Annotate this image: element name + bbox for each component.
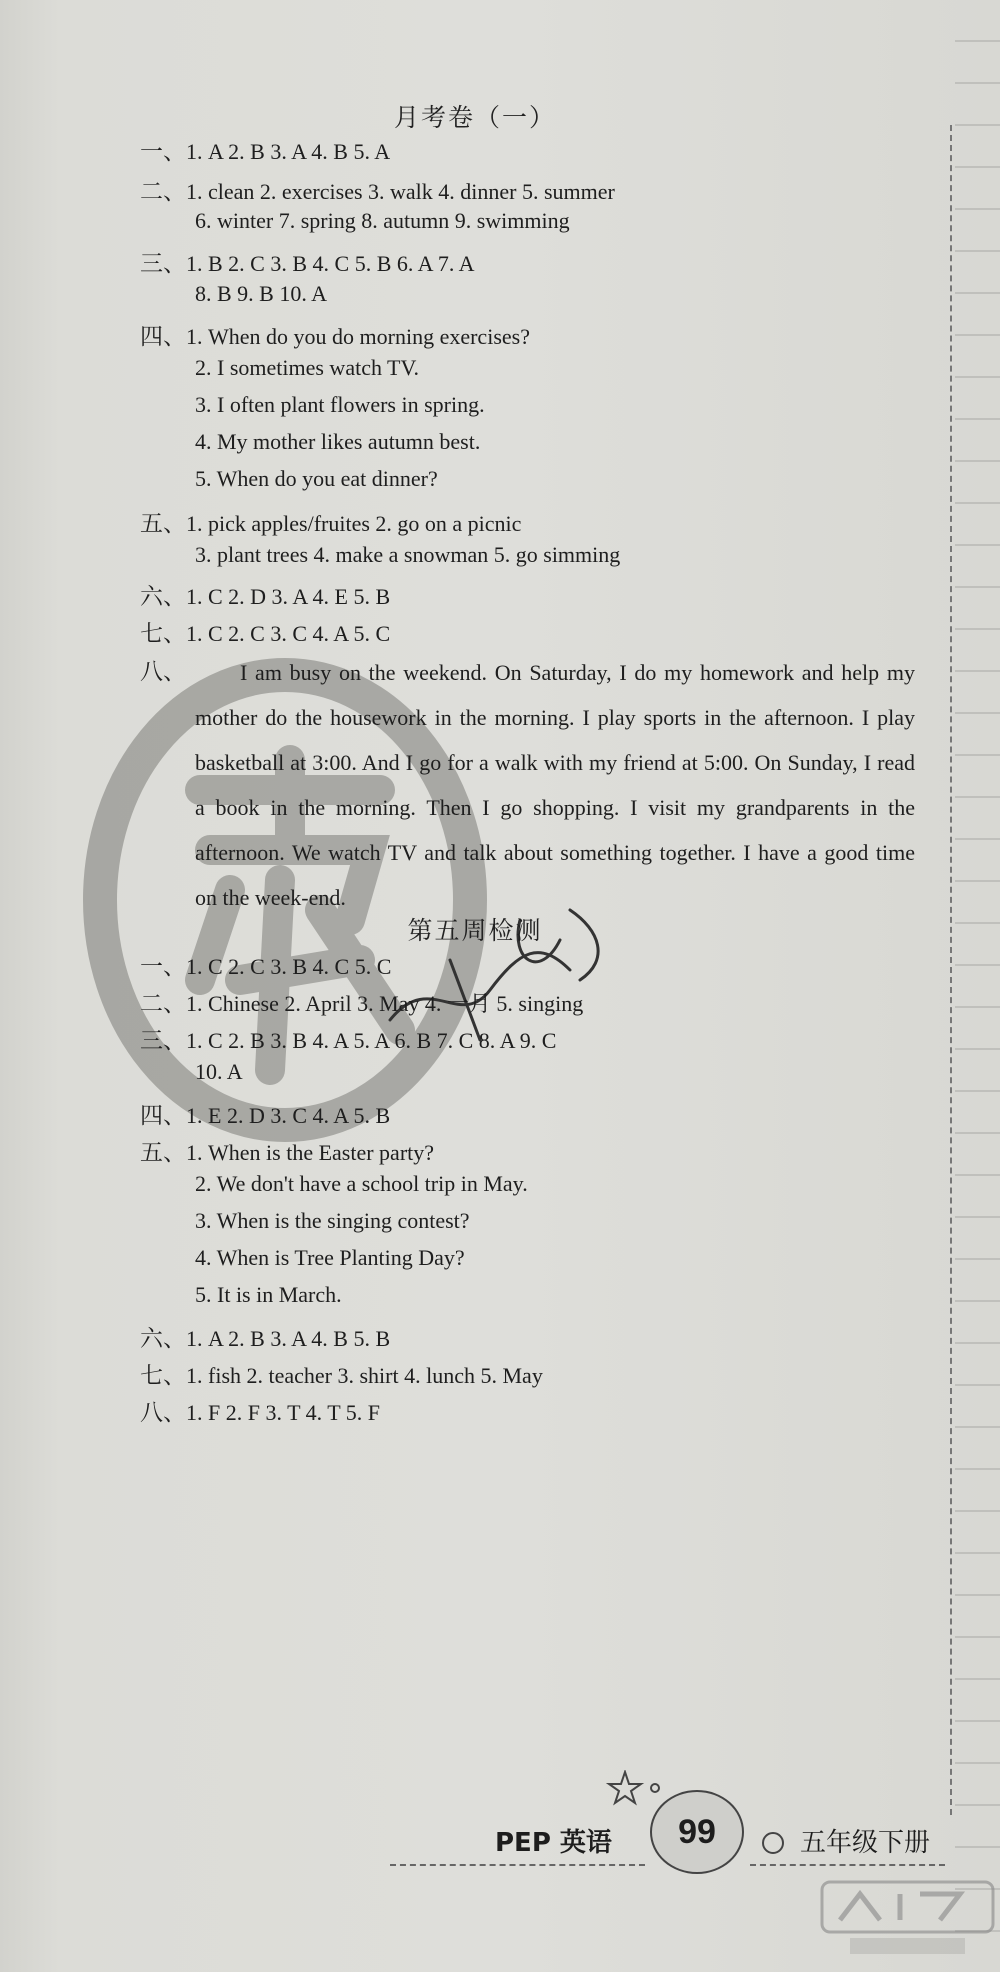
answer-line: [140, 1394, 380, 1427]
answer-line: 5. When do you eat dinner?: [195, 466, 438, 491]
footer-grade: 五年级下册: [800, 1828, 931, 1858]
question-label: 二、: [140, 179, 186, 205]
answer-line: [140, 245, 475, 278]
section-title-week-five: 第五周检测: [407, 916, 543, 945]
footer-subject: PEP 英语: [495, 1828, 612, 1858]
question-label: 八、: [140, 659, 186, 685]
page-number-badge: 99: [650, 1790, 744, 1874]
question-label: 八、: [140, 1400, 186, 1426]
answer-text: 1. A 2. B 3. A 4. B 5. B: [186, 1326, 391, 1351]
essay-paragraph: [140, 650, 915, 920]
answer-line: [140, 505, 521, 538]
answer-text: 1. E 2. D 3. C 4. A 5. B: [186, 1103, 391, 1128]
question-label: 六、: [140, 584, 186, 610]
page-footer: [0, 1770, 1000, 1870]
answer-text: 1. C 2. C 3. C 4. A 5. C: [186, 621, 391, 646]
small-circle-icon: [762, 1832, 784, 1854]
answer-line: [140, 318, 530, 351]
footer-dash-left: [390, 1864, 645, 1866]
answer-line: 8. B 9. B 10. A: [195, 281, 328, 306]
question-label: 三、: [140, 251, 186, 277]
question-label: 一、: [140, 954, 186, 980]
answer-line: [140, 615, 390, 648]
answer-line: [140, 1357, 543, 1390]
answer-text: 1. A 2. B 3. A 4. B 5. A: [186, 139, 391, 164]
answer-line: [140, 1097, 390, 1130]
margin-dashed-rule: [950, 125, 952, 1815]
answer-line: [140, 1320, 390, 1353]
section-title-monthly-test: 月考卷（一）: [393, 103, 556, 132]
answer-line: 2. I sometimes watch TV.: [195, 355, 420, 380]
answer-text: 1. C 2. B 3. B 4. A 5. A 6. B 7. C 8. A 9. C: [186, 1028, 557, 1053]
question-label: 一、: [140, 139, 186, 165]
question-label: 二、: [140, 991, 186, 1017]
answer-line: 3. plant trees 4. make a snowman 5. go simming: [195, 542, 621, 567]
answer-text: 1. fish 2. teacher 3. shirt 4. lunch 5. May: [186, 1363, 543, 1388]
answer-line: [140, 948, 391, 981]
answer-line: 5. It is in March.: [195, 1282, 342, 1307]
site-watermark-logo-icon: [820, 1880, 995, 1960]
question-label: 六、: [140, 1326, 186, 1352]
question-label: 四、: [140, 1103, 186, 1129]
answer-line: [140, 133, 390, 166]
answer-text: 1. C 2. C 3. B 4. C 5. C: [186, 954, 392, 979]
question-label: 七、: [140, 1363, 186, 1389]
footer-dash-right: [750, 1864, 945, 1866]
question-label: 七、: [140, 621, 186, 647]
answer-line: 4. When is Tree Planting Day?: [195, 1245, 465, 1270]
answer-text: 1. C 2. D 3. A 4. E 5. B: [186, 584, 391, 609]
answer-line: [140, 578, 390, 611]
adjacent-page-edge: [955, 0, 1000, 1972]
answer-line: [140, 173, 615, 206]
answer-line: [140, 1022, 556, 1055]
answer-text: 1. When is the Easter party?: [186, 1140, 435, 1165]
answer-text: 1. When do you do morning exercises?: [186, 324, 530, 349]
answer-line: [140, 1134, 434, 1167]
answer-line: 4. My mother likes autumn best.: [195, 429, 481, 454]
answer-text: 1. pick apples/fruites 2. go on a picnic: [186, 511, 522, 536]
answer-line: 3. I often plant flowers in spring.: [195, 392, 485, 417]
question-label: 五、: [140, 511, 186, 537]
answer-text: 1. clean 2. exercises 3. walk 4. dinner 5. summer: [186, 179, 615, 204]
answer-line: 3. When is the singing contest?: [195, 1208, 470, 1233]
essay-text: I am busy on the weekend. On Saturday, I do my homework and help my mother do the housework in the morning. I play sports in the afternoon. I play basketball at 3:00. And I go for a walk with my friend at 5:00. On Sunday, I read a book in the morning. Then I go shopping. I visit my grandparents in the afternoon. We watch TV and talk about something together. I have a good time on the week-end.: [195, 660, 915, 910]
question-label: 四、: [140, 324, 186, 350]
answer-text: 1. Chinese 2. April 3. May 4. 一月 5. singing: [186, 991, 584, 1016]
answer-text: 1. B 2. C 3. B 4. C 5. B 6. A 7. A: [186, 251, 475, 276]
answer-line: 6. winter 7. spring 8. autumn 9. swimming: [195, 208, 570, 233]
answer-line: [140, 985, 583, 1018]
question-label: 三、: [140, 1028, 186, 1054]
answer-line: 10. A: [195, 1059, 243, 1084]
question-label: 五、: [140, 1140, 186, 1166]
answer-text: 1. F 2. F 3. T 4. T 5. F: [186, 1400, 380, 1425]
answer-line: 2. We don't have a school trip in May.: [195, 1171, 528, 1196]
